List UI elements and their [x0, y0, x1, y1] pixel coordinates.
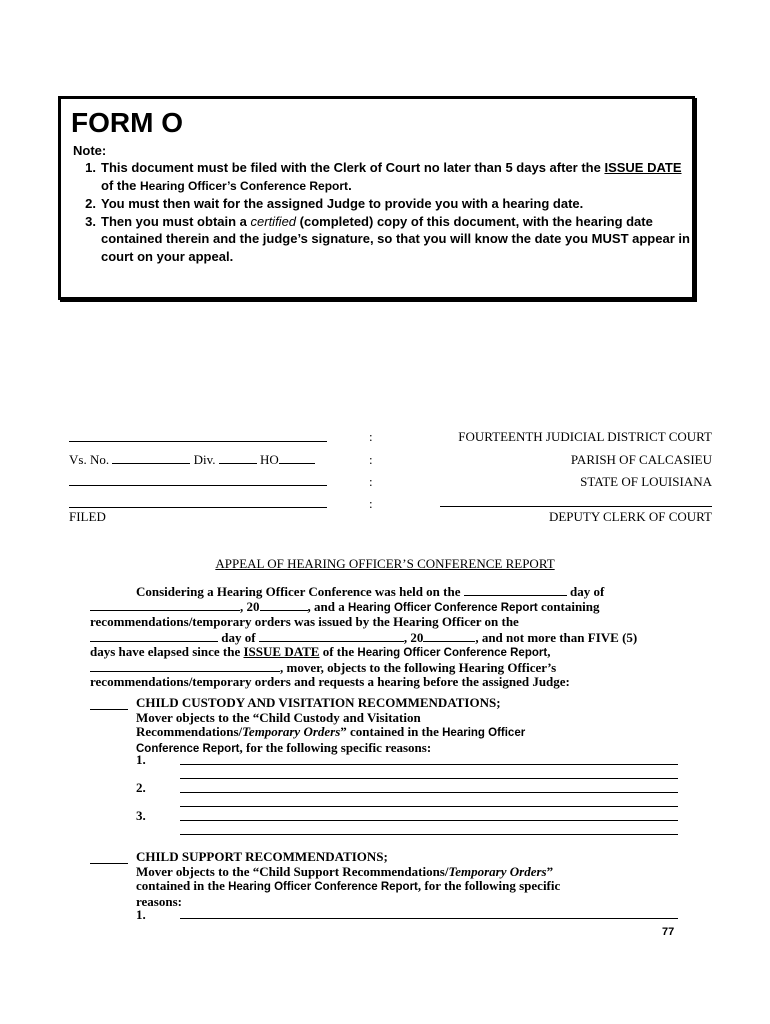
report-term: Hearing Officer’s Conference Report [140, 178, 349, 193]
support-reason-number: 1. [136, 907, 146, 922]
conference-month-field[interactable] [90, 599, 240, 611]
custody-reason-line[interactable] [180, 834, 678, 835]
custody-reason-line[interactable] [180, 764, 678, 765]
custody-reason-line[interactable] [180, 806, 678, 807]
note-list [75, 159, 695, 265]
party-line-2[interactable] [69, 485, 327, 486]
custody-reason-line[interactable] [180, 778, 678, 779]
div-field[interactable] [219, 452, 257, 464]
issued-month-field[interactable] [259, 630, 404, 642]
support-checkbox[interactable] [90, 852, 128, 864]
conference-year-field[interactable] [260, 599, 308, 611]
issue-date-term: ISSUE DATE [243, 643, 320, 659]
note-item-number: 3. [85, 213, 96, 229]
page-number: 77 [662, 926, 675, 938]
state-name: STATE OF LOUISIANA [580, 474, 712, 489]
party-line-3[interactable] [69, 507, 327, 508]
deputy-signature-line[interactable] [440, 506, 712, 507]
issue-date-term: ISSUE DATE [604, 160, 682, 175]
filed-label: FILED [69, 509, 106, 524]
support-heading: CHILD SUPPORT RECOMMENDATIONS; [136, 849, 388, 864]
note-box [58, 96, 695, 300]
note-item-2: 2. You must then wait for the assigned Judge to provide you with a hearing date. [75, 195, 695, 213]
custody-reason-number: 2. [136, 780, 146, 795]
caption-colon: : [369, 452, 373, 467]
appeal-title: APPEAL OF HEARING OFFICER’S CONFERENCE REPORT [215, 556, 555, 571]
custody-reason-number: 3. [136, 808, 146, 823]
ho-field[interactable] [279, 452, 315, 464]
custody-checkbox[interactable] [90, 698, 128, 710]
note-item-number: 1. [85, 160, 96, 175]
note-item-number: 2. [85, 196, 96, 211]
note-item-1: 1. This document must be filed with the Clerk of Court no later than 5 days after the ISSUE DATE of the Hearing Officer’s Conference Report. [75, 159, 695, 195]
conference-day-field[interactable] [464, 584, 567, 596]
form-title: FORM O [71, 107, 183, 138]
vs-no-row: Vs. No. Div. HO [69, 452, 315, 468]
issued-year-field[interactable] [423, 630, 475, 642]
mover-name-field[interactable] [90, 660, 280, 672]
note-label: Note: [73, 143, 107, 158]
caption-colon: : [369, 474, 373, 489]
vs-no-field[interactable] [112, 452, 190, 464]
custody-reason-line[interactable] [180, 792, 678, 793]
parish-name: PARISH OF CALCASIEU [570, 452, 712, 467]
note-item-3: 3. Then you must obtain a certified (completed) copy of this document, with the hearing date contained therein and the judge’s signature, so that you will know the date you MUST appear in court on your appeal. [75, 213, 695, 266]
court-name: FOURTEENTH JUDICIAL DISTRICT COURT [458, 429, 712, 444]
support-section: CHILD SUPPORT RECOMMENDATIONS; Mover objects to the “Child Support Recommendations/Temporary Orders” contained in the Hearing Officer Conference Report, for the following specific reasons: [136, 850, 696, 909]
appeal-paragraph: Considering a Hearing Officer Conference was held on the day of , 20 , and a Hearing Officer Conference Report containing recommendations/temporary orders was issued by the Hearing Officer on the day of , 20 , and not more than FIVE (5) days have elapsed since the ISSUE DATE of the Hearing Officer Conference Report, , mover, objects to the following Hearing Officer’s recommendations/temporary orders and requests a hearing before the assigned Judge: [90, 584, 638, 690]
custody-reason-number: 1. [136, 752, 146, 767]
custody-section: CHILD CUSTODY AND VISITATION RECOMMENDATIONS; Mover objects to the “Child Custody and Visitation Recommendations/Temporary Orders” contained in the Hearing Officer Conference Report, for the following specific reasons: [136, 696, 696, 756]
issued-day-field[interactable] [90, 630, 218, 642]
deputy-clerk-label: DEPUTY CLERK OF COURT [548, 509, 712, 524]
caption-colon: : [369, 496, 373, 511]
support-reason-line[interactable] [180, 918, 678, 919]
party-line-1[interactable] [69, 441, 327, 442]
custody-heading: CHILD CUSTODY AND VISITATION RECOMMENDATIONS; [136, 695, 501, 710]
caption-colon: : [369, 429, 373, 444]
certified-term: certified [250, 213, 297, 229]
custody-reason-line[interactable] [180, 820, 678, 821]
